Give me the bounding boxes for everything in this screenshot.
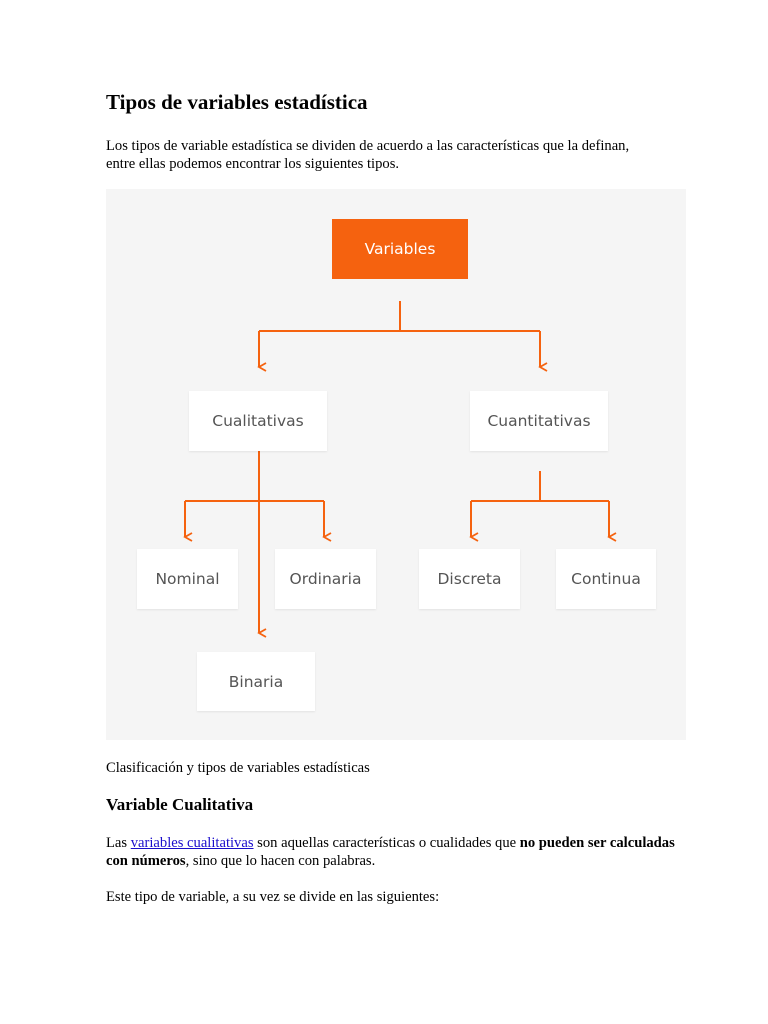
paragraph-text-end: , sino que lo hacen con palabras.	[185, 853, 376, 869]
node-cualitativas: Cualitativas	[189, 391, 327, 451]
intro-line-2: entre ellas podemos encontrar los siguientes tipos.	[106, 156, 400, 172]
paragraph-text-middle: son aquellas características o cualidades que	[253, 835, 520, 851]
node-ordinaria: Ordinaria	[275, 549, 376, 609]
node-nominal: Nominal	[137, 549, 238, 609]
section-paragraph	[106, 834, 686, 870]
intro-paragraph	[106, 137, 686, 173]
intro-line-1: Los tipos de variable estadística se dividen de acuerdo a las características que la definan,	[106, 138, 630, 154]
node-discreta: Discreta	[419, 549, 520, 609]
paragraph-text-start: Las	[106, 835, 131, 851]
paragraph-bold-text: no pueden ser calculadas con números	[106, 835, 675, 869]
node-binaria: Binaria	[197, 652, 315, 711]
variables-cualitativas-link[interactable]: variables cualitativas	[130, 835, 254, 851]
node-cuantitativas: Cuantitativas	[470, 391, 608, 451]
figure-caption: Clasificación y tipos de variables estadísticas	[106, 760, 370, 776]
node-continua: Continua	[556, 549, 656, 609]
subdivision-paragraph: Este tipo de variable, a su vez se divide en las siguientes:	[106, 889, 440, 905]
variables-diagram	[106, 189, 686, 740]
node-variables: Variables	[332, 219, 468, 279]
page-title: Tipos de variables estadística	[106, 90, 368, 114]
section-heading: Variable Cualitativa	[106, 795, 254, 814]
